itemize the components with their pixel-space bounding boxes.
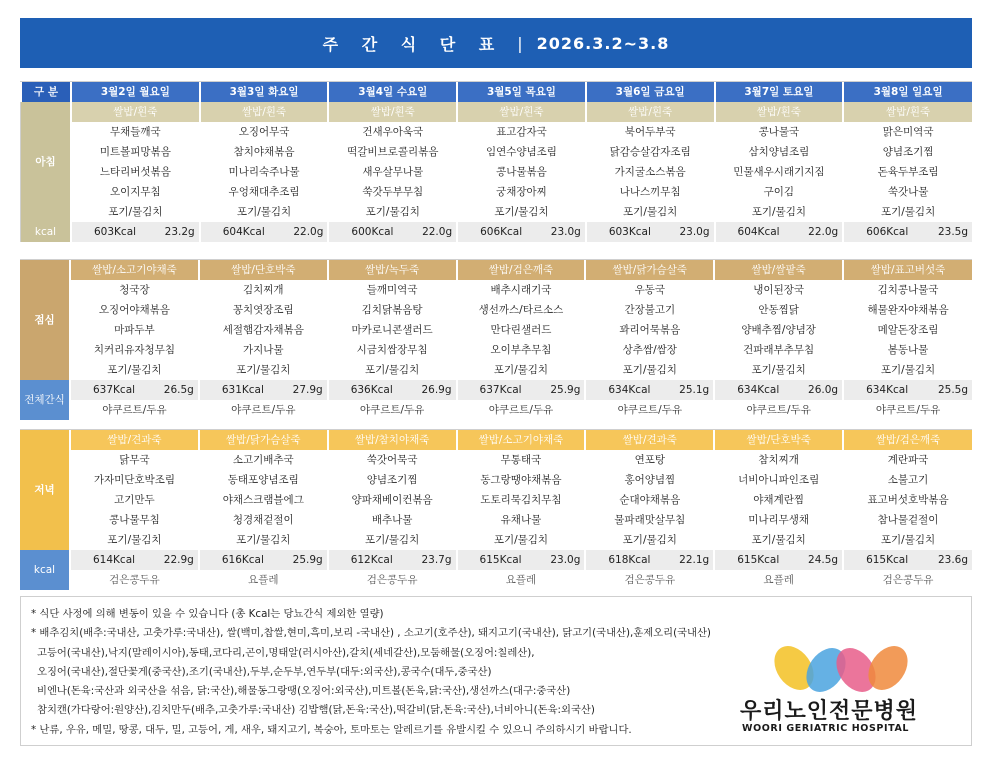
menu-item: 나나스끼무침 [586,182,715,202]
kcal-value: 634Kcal [608,384,651,396]
menu-item: 맑은미역국 [843,122,972,142]
nutrition-cell [328,380,457,400]
menu-item: 무통태국 [457,450,586,470]
hospital-name-english: WOORI GERIATRIC HOSPITAL [742,723,910,734]
protein-value: 27.9g [292,384,323,396]
kcal-label: 전체간식 [20,380,70,420]
menu-row [21,162,972,182]
menu-item: 미나리무생채 [714,510,843,530]
menu-item: 꽁치엿장조림 [199,300,328,320]
day-header: 3월4일 수요일 [328,82,457,102]
kcal-value: 636Kcal [350,384,393,396]
kcal-value: 631Kcal [221,384,264,396]
page-header [20,18,972,68]
menu-item: 도토리묵김치무침 [457,490,586,510]
menu-item: 민물새우시래기지짐 [715,162,844,182]
menu-item: 우동국 [585,280,714,300]
menu-item: 냉이된장국 [714,280,843,300]
nutrition-cell [457,380,586,400]
nutrition-cell [586,222,715,242]
menu-item: 들깨미역국 [328,280,457,300]
protein-value: 22.0g [422,226,453,238]
menu-item: 참치야채볶음 [200,142,329,162]
base-item: 쌀밥/검은깨죽 [843,430,972,450]
base-item: 쌀밥/흰죽 [200,102,329,122]
menu-item: 오징어무국 [200,122,329,142]
menu-item: 참치찌개 [714,450,843,470]
protein-value: 23.7g [421,554,452,566]
nutrition-cell [585,550,714,570]
menu-item: 미트볼피망볶음 [71,142,200,162]
menu-item: 포기/물김치 [843,360,972,380]
kcal-value: 637Kcal [479,384,522,396]
day-header: 3월8일 일요일 [843,82,972,102]
hospital-logo [738,646,962,738]
kcal-value: 612Kcal [350,554,393,566]
day-header: 3월2일 월요일 [71,82,200,102]
day-header: 3월7일 토요일 [715,82,844,102]
snack-item: 야쿠르트/두유 [199,400,328,420]
date-range: 2026.3.2~3.8 [536,33,670,53]
protein-value: 23.6g [937,554,968,566]
menu-item: 시금치쌈장무침 [328,340,457,360]
menu-item: 가지나물 [199,340,328,360]
menu-item: 콩나물볶음 [457,162,586,182]
kcal-value: 616Kcal [221,554,264,566]
column-label: 구 분 [21,82,71,102]
menu-item: 닭무국 [70,450,199,470]
kcal-value: 634Kcal [737,384,780,396]
protein-value: 23.2g [164,226,195,238]
kcal-value: 604Kcal [222,226,265,238]
base-item: 쌀밥/참치야채죽 [328,430,457,450]
menu-item: 안동찜닭 [714,300,843,320]
menu-item: 포기/물김치 [715,202,844,222]
menu-row [21,142,972,162]
menu-item: 동그랑땡야채볶음 [457,470,586,490]
menu-item: 포기/물김치 [457,202,586,222]
nutrition-cell [714,550,843,570]
base-item: 쌀밥/흰죽 [328,102,457,122]
menu-item: 유채나물 [457,510,586,530]
base-item: 쌀밥/닭가슴살죽 [199,430,328,450]
menu-item: 만다린샐러드 [457,320,586,340]
nutrition-cell [328,222,457,242]
kcal-value: 604Kcal [737,226,780,238]
menu-item: 세절햄감자채볶음 [199,320,328,340]
menu-item: 느타리버섯볶음 [71,162,200,182]
meal-label: 아침 [21,102,71,222]
base-item: 쌀밥/흰죽 [457,102,586,122]
menu-item: 청경채겉절이 [199,510,328,530]
menu-item: 포기/물김치 [328,202,457,222]
protein-value: 26.5g [163,384,194,396]
kcal-row [21,222,972,242]
kcal-value: 603Kcal [608,226,651,238]
note-line: 오징어(국내산),절단꽃게(중국산),조기(국내산),두부,순두부,연두부(대두:외국산),콩국수(대두,중국산) [37,665,492,678]
menu-item: 소고기배추국 [199,450,328,470]
menu-item: 임연수양념조림 [457,142,586,162]
menu-item: 포기/물김치 [199,530,328,550]
menu-item: 표고감자국 [457,122,586,142]
title-separator: | [517,33,523,53]
base-item: 쌀밥/견과죽 [585,430,714,450]
page-title: 주 간 식 단 표 [322,34,504,54]
menu-row [20,320,972,340]
menu-item: 쑥갓두부무침 [328,182,457,202]
breakfast-table [20,82,972,242]
protein-value: 25.9g [550,384,581,396]
menu-item: 야채스크램블에그 [199,490,328,510]
menu-item: 포기/물김치 [714,530,843,550]
menu-item: 포기/물김치 [586,202,715,222]
menu-item: 포기/물김치 [585,530,714,550]
snack-item: 검은콩두유 [328,570,457,590]
nutrition-cell [328,550,457,570]
protein-value: 22.1g [679,554,710,566]
base-item: 쌀밥/소고기야채죽 [457,430,586,450]
menu-item: 양념조기찜 [328,470,457,490]
day-header: 3월3일 화요일 [200,82,329,102]
snack-item: 검은콩두유 [70,570,199,590]
kcal-value: 606Kcal [480,226,523,238]
menu-item: 배추나물 [328,510,457,530]
menu-item: 꽈리어묵볶음 [585,320,714,340]
kcal-value: 606Kcal [866,226,909,238]
menu-item: 돈육두부조림 [843,162,972,182]
menu-item: 봄동나물 [843,340,972,360]
snack-row [20,400,972,420]
menu-item: 건파래부추무침 [714,340,843,360]
menu-item: 쑥갓나물 [843,182,972,202]
nutrition-cell [457,222,586,242]
snack-item: 요플레 [457,570,586,590]
nutrition-cell [585,380,714,400]
menu-item: 동태포양념조림 [199,470,328,490]
kcal-label: kcal [21,222,71,242]
snack-item: 요플레 [714,570,843,590]
menu-item: 김치콩나물국 [843,280,972,300]
menu-row [21,122,972,142]
lunch-table [20,260,972,420]
base-item: 쌀밥/녹두죽 [328,260,457,280]
day-header-row [21,82,972,102]
day-header: 3월6일 금요일 [586,82,715,102]
kcal-row [20,380,972,400]
menu-item: 표고버섯호박볶음 [843,490,972,510]
snack-item: 검은콩두유 [585,570,714,590]
menu-item: 궁채장아찌 [457,182,586,202]
menu-item: 건새우아욱국 [328,122,457,142]
menu-row [21,202,972,222]
menu-item: 간장불고기 [585,300,714,320]
menu-item: 야채계란찜 [714,490,843,510]
menu-item: 삼치양념조림 [715,142,844,162]
note-line: * 식단 사정에 의해 변동이 있을 수 있습니다 (총 Kcal는 당뇨간식 제외한 열량) [31,608,384,620]
menu-item: 콩나물국 [715,122,844,142]
menu-item: 우엉채대추조림 [200,182,329,202]
nutrition-cell [200,222,329,242]
menu-item: 포기/물김치 [199,360,328,380]
note-line: 고등어(국내산),낙지(말레이시아),동태,코다리,곤이,명태알(러시아산),갈치(세네갈산),모둠해물(오징어:칠레산), [37,646,535,659]
menu-item: 포기/물김치 [70,360,199,380]
menu-item: 마파두부 [70,320,199,340]
menu-item: 치커리유자청무침 [70,340,199,360]
base-row [20,260,972,280]
menu-item: 떡갈비브로콜리볶음 [328,142,457,162]
snack-item: 야쿠르트/두유 [843,400,972,420]
base-item: 쌀밥/흰죽 [71,102,200,122]
kcal-label: kcal [20,550,70,590]
nutrition-cell [199,380,328,400]
protein-value: 25.1g [679,384,710,396]
nutrition-cell [70,380,199,400]
nutrition-cell [199,550,328,570]
menu-item: 계란파국 [843,450,972,470]
day-header: 3월5일 목요일 [457,82,586,102]
protein-value: 25.5g [937,384,968,396]
menu-item: 배추시래기국 [457,280,586,300]
nutrition-cell [843,550,972,570]
menu-item: 오징어야채볶음 [70,300,199,320]
menu-item: 미나리숙주나물 [200,162,329,182]
base-item: 쌀밥/쌀팥죽 [714,260,843,280]
base-item: 쌀밥/단호박죽 [199,260,328,280]
snack-row [20,570,972,590]
menu-row [20,300,972,320]
nutrition-cell [843,380,972,400]
protein-value: 23.0g [550,226,581,238]
menu-item: 콩나물무침 [70,510,199,530]
menu-row [20,280,972,300]
snack-item: 검은콩두유 [843,570,972,590]
base-row [20,430,972,450]
snack-item: 야쿠르트/두유 [585,400,714,420]
kcal-value: 615Kcal [866,554,909,566]
menu-item: 순대야채볶음 [585,490,714,510]
menu-item: 포기/물김치 [328,530,457,550]
kcal-value: 615Kcal [737,554,780,566]
note-line: * 난류, 우유, 메밀, 땅콩, 대두, 밀, 고등어, 게, 새우, 돼지고기, 복숭아, 토마토는 알레르기를 유발시킬 수 있으니 주의하시기 바랍니다. [31,723,632,736]
menu-item: 포기/물김치 [714,360,843,380]
menu-item: 김치닭볶음탕 [328,300,457,320]
meal-label: 점심 [20,260,70,380]
menu-item: 가지굴소스볶음 [586,162,715,182]
hospital-name: 우리노인전문병원 [740,699,919,724]
protein-value: 23.0g [550,554,581,566]
menu-item: 닭감승살감자조림 [586,142,715,162]
menu-item: 새우살무나물 [328,162,457,182]
protein-value: 22.0g [808,226,839,238]
menu-item: 홍어양념찜 [585,470,714,490]
snack-item: 야쿠르트/두유 [457,400,586,420]
menu-row [20,530,972,550]
menu-row [20,470,972,490]
snack-item: 요플레 [199,570,328,590]
base-item: 쌀밥/검은깨죽 [457,260,586,280]
menu-item: 소불고기 [843,470,972,490]
protein-value: 23.0g [679,226,710,238]
base-item: 쌀밥/흰죽 [715,102,844,122]
menu-item: 양파채베이컨볶음 [328,490,457,510]
kcal-value: 637Kcal [93,384,136,396]
protein-value: 26.9g [421,384,452,396]
menu-item: 물파래맛살무침 [585,510,714,530]
menu-item: 무채들깨국 [71,122,200,142]
dinner-table [20,430,972,590]
menu-row [21,182,972,202]
nutrition-cell [715,222,844,242]
menu-item: 해물완자야채볶음 [843,300,972,320]
menu-item: 쑥갓어묵국 [328,450,457,470]
base-row [21,102,972,122]
base-item: 쌀밥/소고기야채죽 [70,260,199,280]
protein-value: 25.9g [292,554,323,566]
kcal-value: 603Kcal [94,226,137,238]
kcal-value: 615Kcal [479,554,522,566]
menu-item: 참나물겉절이 [843,510,972,530]
kcal-row [20,550,972,570]
menu-item: 오이지무침 [71,182,200,202]
menu-item: 너비아니파인조림 [714,470,843,490]
menu-item: 포기/물김치 [585,360,714,380]
menu-item: 김치찌개 [199,280,328,300]
menu-item: 양념조기찜 [843,142,972,162]
menu-row [20,340,972,360]
menu-item: 포기/물김치 [328,360,457,380]
base-item: 쌀밥/닭가슴살죽 [585,260,714,280]
menu-item: 북어두부국 [586,122,715,142]
menu-item: 연포탕 [585,450,714,470]
nutrition-cell [457,550,586,570]
menu-row [20,450,972,470]
meal-label: 저녁 [20,430,70,550]
menu-item: 생선까스/타르소스 [457,300,586,320]
kcal-value: 614Kcal [93,554,136,566]
menu-item: 포기/물김치 [200,202,329,222]
menu-item: 양배추찜/양념장 [714,320,843,340]
protein-value: 22.9g [163,554,194,566]
kcal-value: 618Kcal [608,554,651,566]
protein-value: 26.0g [808,384,839,396]
snack-item: 야쿠르트/두유 [714,400,843,420]
nutrition-cell [71,222,200,242]
menu-item: 메알돈장조림 [843,320,972,340]
base-item: 쌀밥/견과죽 [70,430,199,450]
protein-value: 22.0g [293,226,324,238]
base-item: 쌀밥/표고버섯죽 [843,260,972,280]
menu-item: 포기/물김치 [843,530,972,550]
nutrition-cell [843,222,972,242]
protein-value: 24.5g [808,554,839,566]
nutrition-cell [714,380,843,400]
menu-item: 오이부추무침 [457,340,586,360]
menu-item: 마카로니콘샐러드 [328,320,457,340]
snack-item: 야쿠르트/두유 [328,400,457,420]
note-line: * 배추김치(배추:국내산, 고춧가루:국내산), 쌀(백미,찹쌀,현미,흑미,보리 -국내산) , 소고기(호주산), 돼지고기(국내산), 닭고기(국내산),훈제오리(국내산) [31,627,711,640]
menu-item: 고기만두 [70,490,199,510]
snack-item: 야쿠르트/두유 [70,400,199,420]
menu-row [20,490,972,510]
base-item: 쌀밥/단호박죽 [714,430,843,450]
menu-item: 포기/물김치 [457,530,586,550]
menu-row [20,360,972,380]
menu-item: 구이김 [715,182,844,202]
menu-item: 가자미단호박조림 [70,470,199,490]
menu-item: 포기/물김치 [70,530,199,550]
nutrition-cell [70,550,199,570]
note-line: 참치캔(가다랑어:원양산),김치만두(배추,고춧가루:국내산) 김밥햄(닭,돈육:국산),떡갈비(닭,돈육:국산),너비아니(돈육:외국산) [37,704,595,717]
base-item: 쌀밥/흰죽 [586,102,715,122]
menu-item: 청국장 [70,280,199,300]
menu-row [20,510,972,530]
logo-mark-icon [738,646,962,696]
protein-value: 23.5g [937,226,968,238]
menu-item: 포기/물김치 [843,202,972,222]
kcal-value: 600Kcal [351,226,394,238]
menu-item: 상추쌈/쌈장 [585,340,714,360]
note-line: 비엔나(돈육:국산과 외국산을 섞음, 닭:국산),해물동그랑땡(오징어:외국산),미트볼(돈육,닭:국산),생선까스(대구:중국산) [37,685,571,698]
kcal-value: 634Kcal [866,384,909,396]
menu-item: 포기/물김치 [457,360,586,380]
menu-item: 포기/물김치 [71,202,200,222]
base-item: 쌀밥/흰죽 [843,102,972,122]
